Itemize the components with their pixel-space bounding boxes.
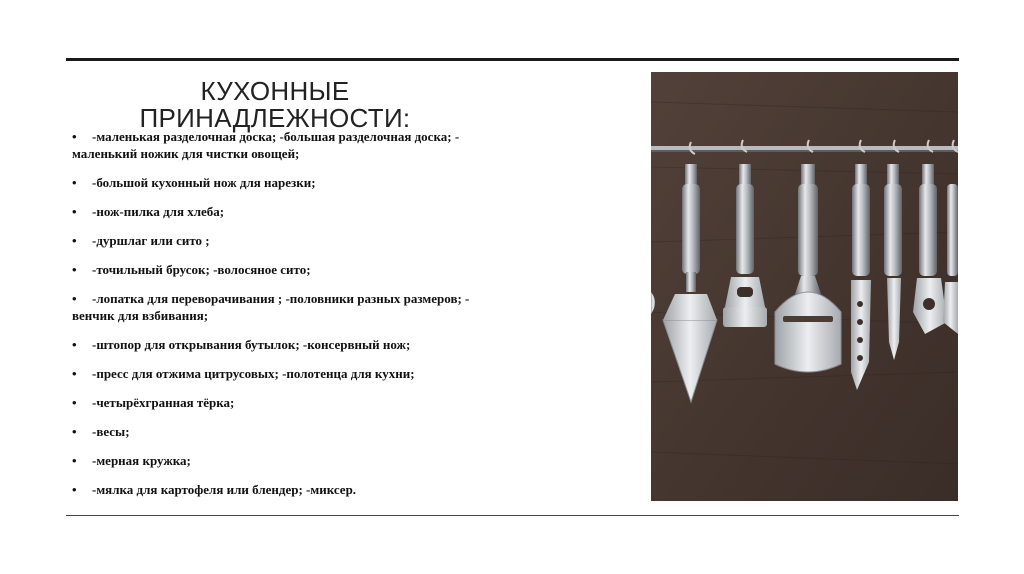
bullet-icon: • <box>72 129 77 144</box>
list-item <box>72 365 592 382</box>
item-text: -четырёхгранная тёрка; <box>92 395 235 410</box>
bullet-icon: • <box>72 337 77 352</box>
hanging-rail <box>651 146 958 150</box>
bullet-icon: • <box>72 395 77 410</box>
bullet-icon: • <box>72 204 77 219</box>
list-item <box>72 174 592 191</box>
list-item <box>72 423 592 440</box>
item-text: -пресс для отжима цитрусовых; -полотенца для кухни; <box>92 366 415 381</box>
list-item <box>72 261 592 278</box>
list-item-continuation <box>72 145 592 162</box>
item-text: -маленькая разделочная доска; -большая разделочная доска; - <box>92 129 460 144</box>
bullet-icon: • <box>72 175 77 190</box>
list-item <box>72 394 592 411</box>
bullet-icon: • <box>72 424 77 439</box>
bullet-icon: • <box>72 482 77 497</box>
utensils-photo <box>651 72 958 501</box>
item-text: -мялка для картофеля или блендер; -миксер. <box>92 482 357 497</box>
utensils-illustration <box>651 72 958 501</box>
list-item <box>72 203 592 220</box>
item-text: -мерная кружка; <box>92 453 191 468</box>
list-item-continuation <box>72 307 592 324</box>
list-item <box>72 481 592 498</box>
top-divider <box>66 58 959 61</box>
slide-title: КУХОННЫЕ ПРИНАДЛЕЖНОСТИ: <box>139 76 411 133</box>
item-text: маленький ножик для чистки овощей; <box>72 146 300 161</box>
item-text: -весы; <box>92 424 130 439</box>
item-text: -дуршлаг или сито ; <box>92 233 210 248</box>
bottom-divider <box>66 515 959 516</box>
item-text: -нож-пилка для хлеба; <box>92 204 225 219</box>
list-item <box>72 336 592 353</box>
list-item <box>72 290 592 307</box>
utensil-list <box>72 128 592 498</box>
item-text: -большой кухонный нож для нарезки; <box>92 175 316 190</box>
item-text: -лопатка для переворачивания ; -половники разных размеров; - <box>92 291 470 306</box>
bullet-icon: • <box>72 453 77 468</box>
bullet-icon: • <box>72 262 77 277</box>
bullet-icon: • <box>72 233 77 248</box>
list-item <box>72 452 592 469</box>
item-text: венчик для взбивания; <box>72 308 209 323</box>
list-item <box>72 232 592 249</box>
bullet-icon: • <box>72 291 77 306</box>
list-item <box>72 128 592 145</box>
item-text: -точильный брусок; -волосяное сито; <box>92 262 311 277</box>
item-text: -штопор для открывания бутылок; -консервный нож; <box>92 337 411 352</box>
bullet-icon: • <box>72 366 77 381</box>
